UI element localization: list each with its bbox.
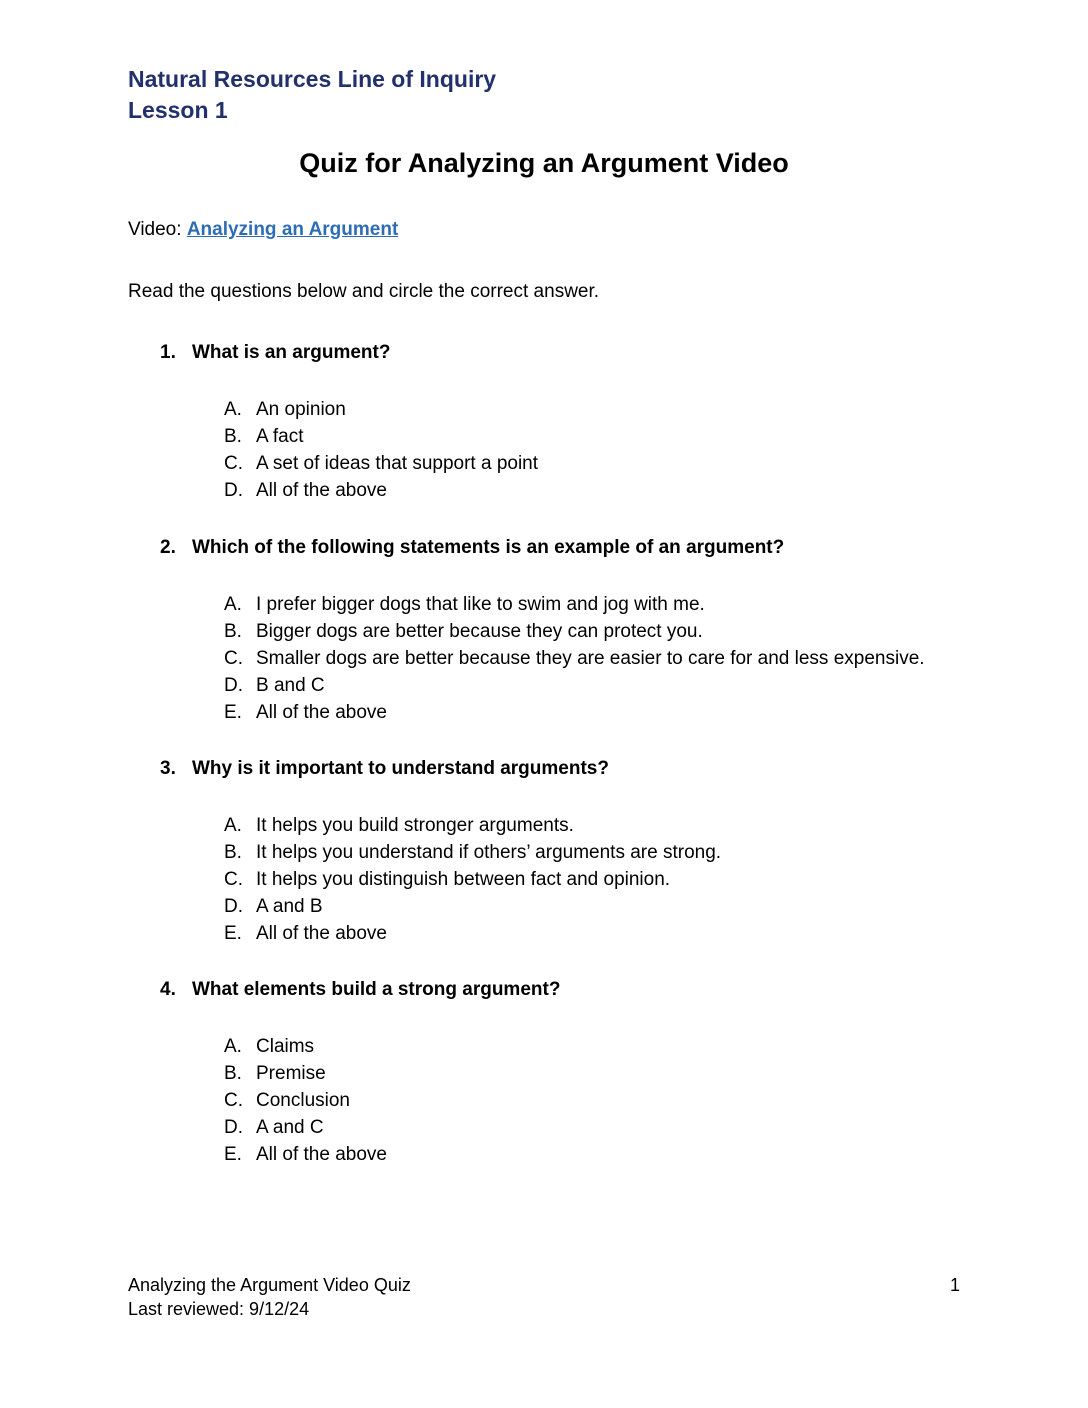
option-text: A and B [256,896,323,917]
question-number: 1. [160,342,176,363]
option-letter: D. [224,480,243,501]
option-letter: C. [224,869,243,890]
option-text: A and C [256,1117,324,1138]
answer-options [224,1033,1020,1168]
option-text: It helps you distinguish between fact and opinion. [256,869,671,890]
option-text: Smaller dogs are better because they are easier to care for and less expensive. [256,648,925,669]
option-letter: E. [224,923,242,944]
question-number: 4. [160,979,176,1000]
answer-option[interactable] [224,866,1020,893]
option-letter: D. [224,675,243,696]
option-text: Premise [256,1063,326,1084]
option-text: It helps you build stronger arguments. [256,815,574,836]
answer-option[interactable] [224,618,1020,645]
question-number: 2. [160,537,176,558]
footer-document-name: Analyzing the Argument Video Quiz [128,1275,411,1295]
answer-option[interactable] [224,672,1020,699]
footer-last-reviewed: Last reviewed: 9/12/24 [128,1299,310,1319]
quiz-instructions: Read the questions below and circle the correct answer. [128,281,600,302]
option-letter: B. [224,1063,242,1084]
question-1 [160,339,1020,520]
answer-options [224,812,1020,947]
option-letter: C. [224,648,243,669]
answer-option[interactable] [224,396,1020,423]
option-text: Claims [256,1036,315,1057]
option-text: A fact [256,426,304,447]
option-letter: E. [224,702,242,723]
option-letter: B. [224,621,242,642]
answer-option[interactable] [224,812,1020,839]
option-letter: D. [224,1117,243,1138]
line-of-inquiry-title: Natural Resources Line of Inquiry [128,66,497,92]
answer-option[interactable] [224,699,1020,726]
answer-option[interactable] [224,1087,1020,1114]
question-text: Which of the following statements is an example of an argument? [192,537,785,558]
answer-option[interactable] [224,1060,1020,1087]
page-title: Quiz for Analyzing an Argument Video [299,148,789,178]
option-letter: A. [224,399,242,420]
answer-option[interactable] [224,893,1020,920]
option-text: A set of ideas that support a point [256,453,539,474]
option-letter: E. [224,1144,242,1165]
option-letter: B. [224,842,242,863]
option-letter: B. [224,426,242,447]
lesson-number: Lesson 1 [128,97,228,123]
option-letter: C. [224,453,243,474]
question-stem [160,339,1020,367]
question-text: What is an argument? [192,342,391,363]
option-text: All of the above [256,1144,387,1165]
video-reference [128,216,398,244]
option-letter: A. [224,1036,242,1057]
option-text: Conclusion [256,1090,350,1111]
option-text: Bigger dogs are better because they can protect you. [256,621,703,642]
option-letter: C. [224,1090,243,1111]
page-number: 1 [949,1275,960,1295]
answer-option[interactable] [224,591,1020,618]
page-footer [128,1273,411,1321]
question-stem [160,534,1020,562]
answer-option[interactable] [224,450,1020,477]
video-label: Video: [128,219,187,240]
answer-option[interactable] [224,423,1020,450]
option-text: All of the above [256,480,387,501]
option-text: It helps you understand if others’ arguments are strong. [256,842,722,863]
answer-options [224,396,1020,504]
answer-options [224,591,1020,726]
question-stem [160,976,1020,1004]
question-4 [160,976,1020,1184]
option-text: An opinion [256,399,346,420]
question-text: Why is it important to understand arguments? [192,758,609,779]
answer-option[interactable] [224,1141,1020,1168]
question-stem [160,755,1020,783]
question-number: 3. [160,758,176,779]
option-text: I prefer bigger dogs that like to swim and jog with me. [256,594,705,615]
question-3 [160,755,1020,963]
answer-option[interactable] [224,1114,1020,1141]
video-link[interactable]: Analyzing an Argument [186,219,399,240]
option-letter: D. [224,896,243,917]
option-text: All of the above [256,702,387,723]
answer-option[interactable] [224,1033,1020,1060]
question-2 [160,534,1020,742]
option-text: All of the above [256,923,387,944]
answer-option[interactable] [224,839,1020,866]
option-letter: A. [224,815,242,836]
answer-option[interactable] [224,645,1020,672]
lesson-header [128,64,496,126]
answer-option[interactable] [224,477,1020,504]
question-text: What elements build a strong argument? [192,979,561,1000]
answer-option[interactable] [224,920,1020,947]
option-letter: A. [224,594,242,615]
option-text: B and C [256,675,325,696]
